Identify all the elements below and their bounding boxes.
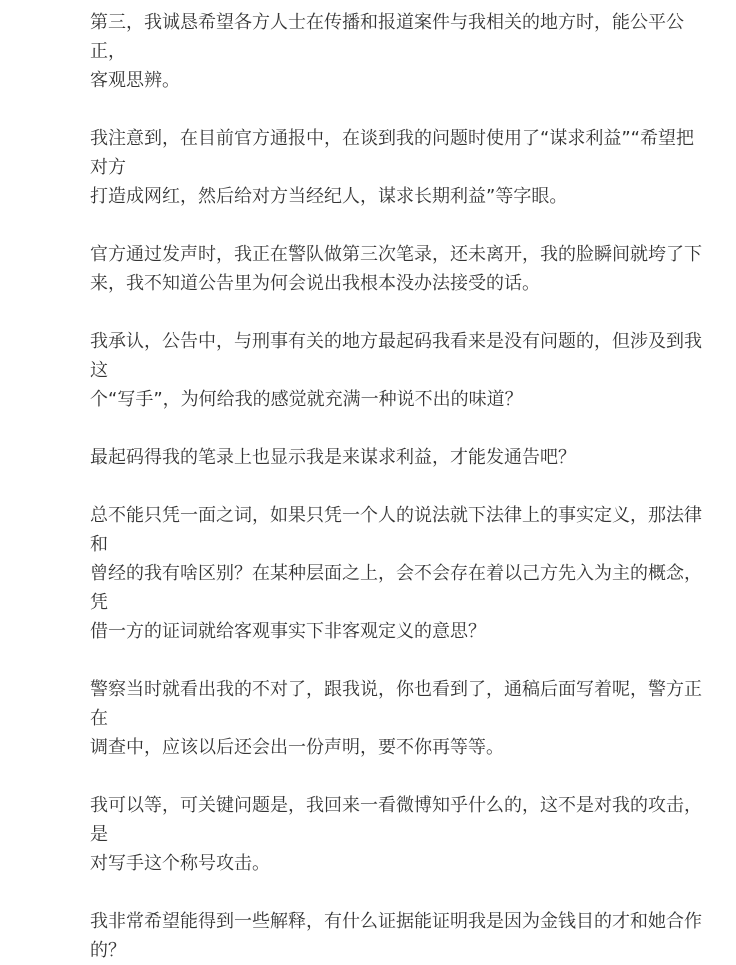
paragraph-1: 第三，我诚恳希望各方人士在传播和报道案件与我相关的地方时，能公平公正， 客观思辨。 (90, 12, 684, 91)
paragraph-4: 我承认，公告中，与刑事有关的地方最起码我看来是没有问题的，但涉及到我这 个“写手”，为何给我的感觉就充满一种说不出的味道？ (90, 331, 702, 410)
paragraph-9: 我非常希望能得到一些解释，有什么证据能证明我是因为金钱目的才和她合作 的？ (90, 911, 702, 961)
paragraph-5: 最起码得我的笔录上也显示我是来谋求利益，才能发通告吧？ (90, 447, 576, 468)
article-body (90, 8, 710, 965)
paragraph-8: 我可以等，可关键问题是，我回来一看微博知乎什么的，这不是对我的攻击，是 对写手这个称号攻击。 (90, 795, 702, 874)
paragraph-3: 官方通过发声时，我正在警队做第三次笔录，还未离开，我的脸瞬间就垮了下 来，我不知道公告里为何会说出我根本没办法接受的话。 (90, 244, 702, 294)
paragraph-7: 警察当时就看出我的不对了，跟我说，你也看到了，通稿后面写着呢，警方正在 调查中，应该以后还会出一份声明，要不你再等等。 (90, 679, 702, 758)
paragraph-2: 我注意到，在目前官方通报中，在谈到我的问题时使用了“谋求利益”“希望把对方 打造成网红，然后给对方当经纪人，谋求长期利益”等字眼。 (90, 128, 694, 207)
paragraph-6: 总不能只凭一面之词，如果只凭一个人的说法就下法律上的事实定义，那法律和 曾经的我有啥区别？在某种层面之上，会不会存在着以己方先入为主的概念，凭 借一方的证词就给客观事实下非客观定义的意思？ (90, 505, 702, 642)
